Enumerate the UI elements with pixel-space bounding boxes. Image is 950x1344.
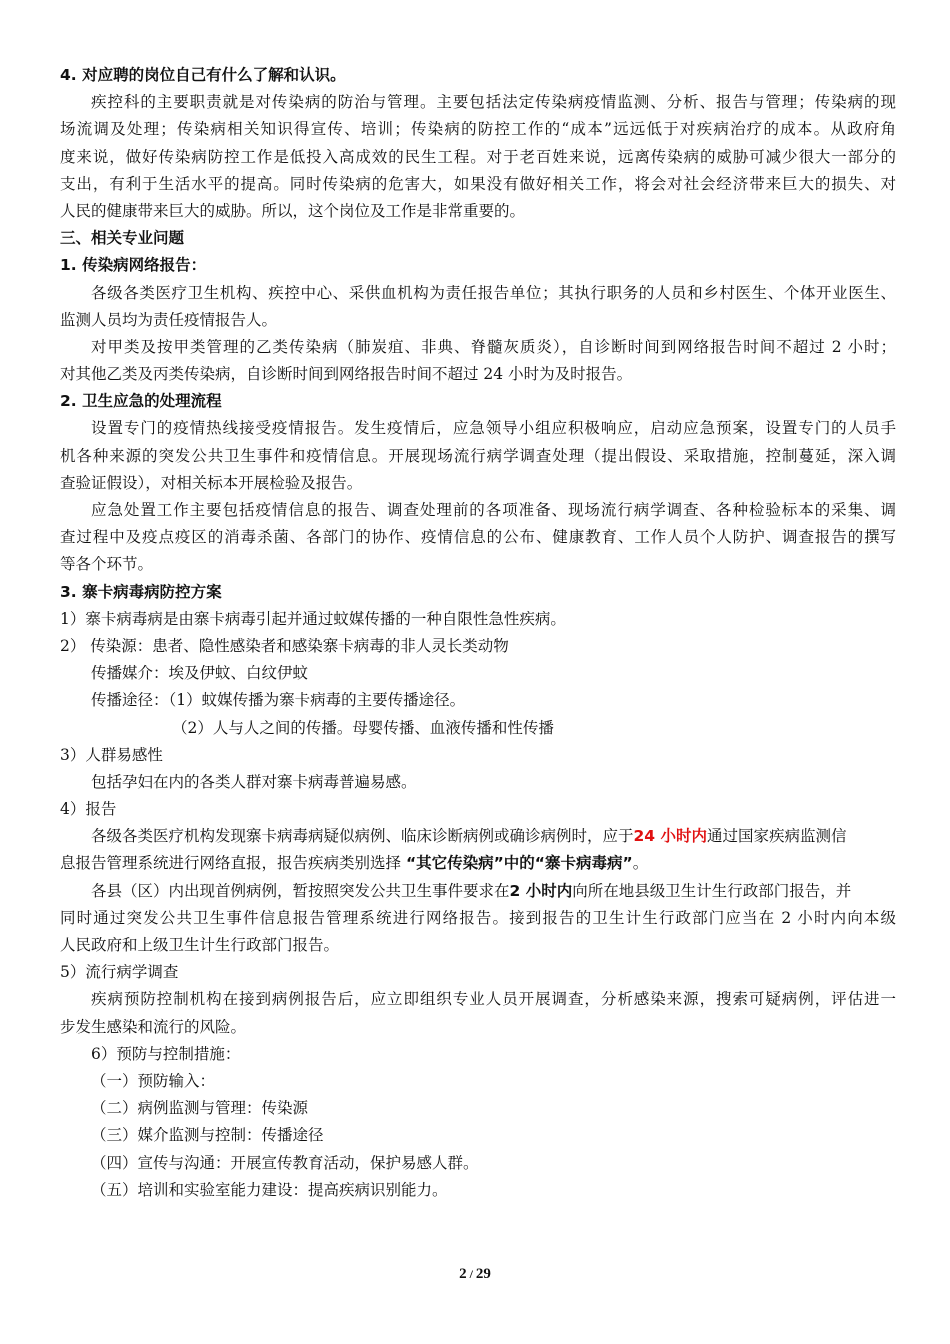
heading-line: 1. 传染病网络报告： bbox=[60, 256, 207, 275]
text-line: 查验证假设），对相关标本开展检验及报告。 bbox=[60, 473, 363, 492]
text-line: 机各种来源的突发公共卫生事件和疫情信息。开展现场流行病学调查处理（提出假设、采取措施，控制蔓延，深入调 bbox=[60, 446, 896, 465]
text-line: 等各个环节。 bbox=[60, 555, 154, 574]
text-line: 步发生感染和流行的风险。 bbox=[60, 1017, 247, 1036]
report-line-1: 各级各类医疗机构发现寨卡病毒病疑似病例、临床诊断病例或确诊病例时，应于24 小时内通过国家疾病监测信 bbox=[91, 827, 847, 846]
report-line-3: 各县（区）内出现首例病例，暂按照突发公共卫生事件要求在2 小时内向所在地县级卫生计生行政部门报告，并 bbox=[91, 881, 852, 900]
text-line: （一）预防输入： bbox=[91, 1071, 216, 1090]
paragraph-block bbox=[60, 62, 896, 823]
text-line: 1）寨卡病毒病是由寨卡病毒引起并通过蚊媒传播的一种自限性急性疾病。 bbox=[60, 609, 566, 628]
text-line: 传播媒介：埃及伊蚊、白纹伊蚊 bbox=[91, 664, 309, 683]
text-line: 人民的健康带来巨大的威胁。所以，这个岗位及工作是非常重要的。 bbox=[60, 201, 526, 220]
text-line: 包括孕妇在内的各类人群对寨卡病毒普遍易感。 bbox=[91, 772, 417, 791]
text-line: （四）宣传与沟通：开展宣传教育活动，保护易感人群。 bbox=[91, 1153, 479, 1172]
text-line: 4）报告 bbox=[60, 800, 117, 819]
text-line: 查过程中及疫点疫区的消毒杀菌、各部门的协作、疫情信息的公布、健康教育、工作人员个人防护、调查报告的撰写 bbox=[60, 528, 896, 547]
text-line: （2）人与人之间的传播。母婴传播、血液传播和性传播 bbox=[172, 718, 554, 737]
text-line: 疾病预防控制机构在接到病例报告后，应立即组织专业人员开展调查，分析感染来源，搜索可疑病例，评估进一 bbox=[91, 990, 896, 1009]
text-line: （三）媒介监测与控制：传播途径 bbox=[91, 1126, 324, 1145]
heading-line: 4. 对应聘的岗位自己有什么了解和认识。 bbox=[60, 66, 346, 84]
page-number: 2 / 29 bbox=[459, 1266, 491, 1282]
report-line-2: 息报告管理系统进行网络直报，报告疾病类别选择 “其它传染病”中的“寨卡病毒病”。 bbox=[60, 854, 649, 873]
text-line: 6）预防与控制措施： bbox=[91, 1044, 241, 1063]
text-line: 3）人群易感性 bbox=[60, 745, 163, 764]
text-line: 各级各类医疗卫生机构、疾控中心、采供血机构为责任报告单位；其执行职务的人员和乡村医生、个体开业医生、 bbox=[91, 283, 896, 302]
text-line: 监测人员均为责任疫情报告人。 bbox=[60, 310, 278, 329]
highlight-24h: 24 小时内 bbox=[633, 827, 707, 846]
document-body bbox=[60, 62, 896, 1204]
text-line: 支出，有利于生活水平的提高。同时传染病的危害大，如果没有做好相关工作，将会对社会经济带来巨大的损失、对 bbox=[60, 174, 896, 193]
paragraph-block bbox=[60, 959, 896, 1204]
heading-line: 三、相关专业问题 bbox=[60, 229, 185, 248]
text-line: 对甲类及按甲类管理的乙类传染病（肺炭疽、非典、脊髓灰质炎），自诊断时间到网络报告时间不超过 2 小时； bbox=[91, 337, 896, 356]
report-line-5: 人民政府和上级卫生计生行政部门报告。 bbox=[60, 936, 340, 954]
heading-line: 3. 寨卡病毒病防控方案 bbox=[60, 582, 222, 601]
text-line: （五）培训和实验室能力建设：提高疾病识别能力。 bbox=[91, 1180, 448, 1199]
text-line: 度来说，做好传染病防控工作是低投入高成效的民生工程。对于老百姓来说，远离传染病的威胁可减少很大一部分的 bbox=[60, 147, 896, 166]
text-line: 应急处置工作主要包括疫情信息的报告、调查处理前的各项准备、现场流行病学调查、各种检验标本的采集、调 bbox=[91, 501, 896, 519]
report-line-4: 同时通过突发公共卫生事件信息报告管理系统进行网络报告。接到报告的卫生计生行政部门应当在 2 小时内向本级 bbox=[60, 908, 896, 927]
heading-line: 2. 卫生应急的处理流程 bbox=[60, 392, 222, 411]
text-line: 场流调及处理；传染病相关知识得宣传、培训；传染病的防控工作的“成本”远远低于对疾病治疗的成本。从政府角 bbox=[60, 120, 896, 139]
highlight-2h: 2 小时内 bbox=[509, 881, 573, 900]
text-line: 设置专门的疫情热线接受疫情报告。发生疫情后，应急领导小组应积极响应，启动应急预案，设置专门的人员手 bbox=[91, 419, 896, 438]
text-line: 传播途径：（1）蚊媒传播为寨卡病毒的主要传播途径。 bbox=[91, 691, 466, 710]
text-line: 2） 传染源：患者、隐性感染者和感染寨卡病毒的非人灵长类动物 bbox=[60, 636, 509, 655]
text-line: 对其他乙类及丙类传染病，自诊断时间到网络报告时间不超过 24 小时为及时报告。 bbox=[60, 365, 633, 384]
text-line: 5）流行病学调查 bbox=[60, 963, 179, 982]
highlight-category: “其它传染病”中的“寨卡病毒病” bbox=[405, 854, 633, 873]
text-line: （二）病例监测与管理：传染源 bbox=[91, 1099, 309, 1118]
text-line: 疾控科的主要职责就是对传染病的防治与管理。主要包括法定传染病疫情监测、分析、报告与管理；传染病的现 bbox=[91, 93, 896, 112]
